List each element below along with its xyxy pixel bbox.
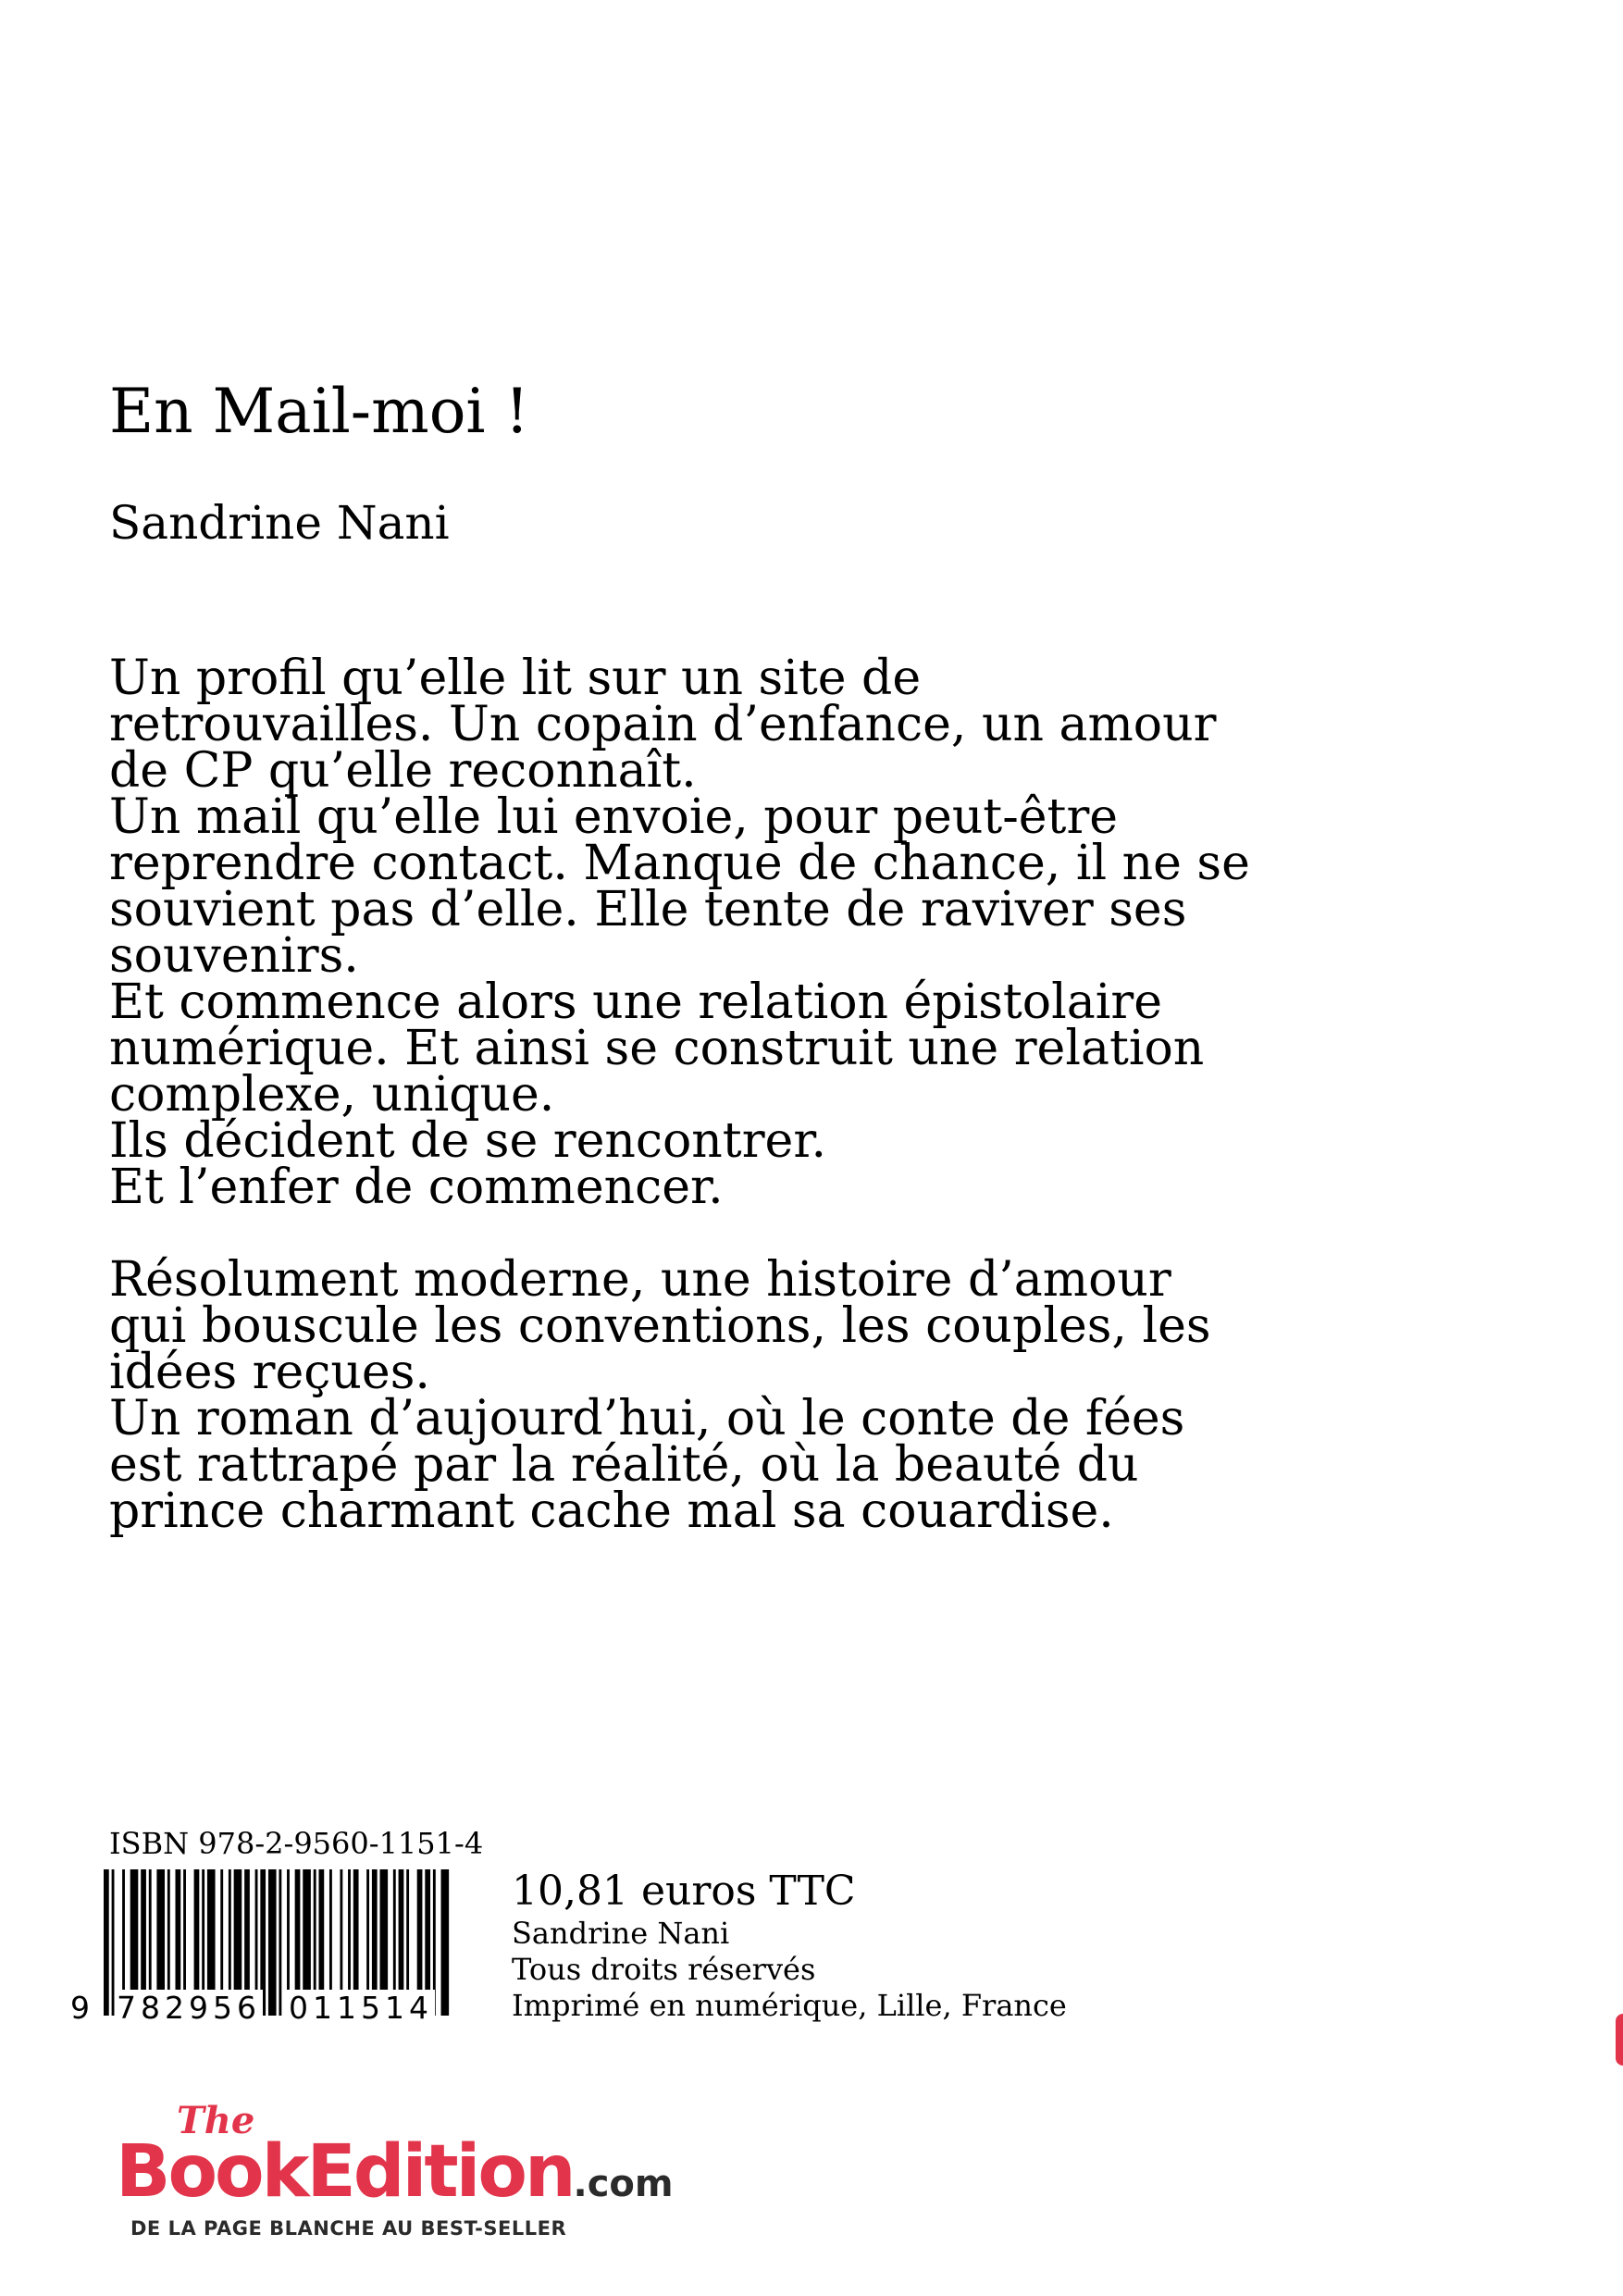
blurb-line: Et l’enfer de commencer.	[109, 1160, 724, 1215]
blurb-line: reprendre contact. Manque de chance, il ne se	[109, 836, 1250, 891]
logo-tagline: DE LA PAGE BLANCHE AU BEST-SELLER	[130, 2217, 567, 2240]
isbn-label: ISBN 978-2-9560-1151-4	[109, 1826, 484, 1861]
back-cover-blurb	[109, 651, 1423, 1539]
publisher-logo	[116, 2099, 674, 2249]
blurb-line: Un profil qu’elle lit sur un site de	[109, 651, 922, 706]
blurb-line: prince charmant cache mal sa couardise.	[109, 1483, 1114, 1539]
logo-wordmark	[116, 2130, 674, 2226]
blurb-line: est rattrapé par la réalité, où la beauté du	[109, 1437, 1139, 1493]
blurb-paragraph-2	[109, 1252, 1423, 1539]
blurb-line: de CP qu’elle reconnaît.	[109, 743, 697, 799]
imprint-printed: Imprimé en numérique, Lille, France	[512, 1988, 1067, 2023]
blurb-line: complexe, unique.	[109, 1067, 555, 1123]
blurb-line: Ils décident de se rencontrer.	[109, 1113, 826, 1169]
barcode-digits-right: 011514	[289, 1990, 433, 2026]
book-title: En Mail-moi !	[109, 376, 530, 447]
blurb-line: souvient pas d’elle. Elle tente de raviver ses	[109, 882, 1187, 937]
barcode-digits-left: 782956	[117, 1990, 261, 2026]
blurb-line: idées reçues.	[109, 1345, 430, 1400]
blurb-paragraph-1	[109, 651, 1423, 1215]
imprint-rights: Tous droits réservés	[512, 1952, 816, 1987]
book-author: Sandrine Nani	[109, 496, 450, 550]
blurb-line: Un mail qu’elle lui envoie, pour peut-être	[109, 789, 1119, 845]
blurb-line: retrouvailles. Un copain d’enfance, un amour	[109, 697, 1217, 752]
edge-mark-icon	[1616, 2014, 1623, 2066]
blurb-line: Et commence alors une relation épistolaire	[109, 974, 1163, 1030]
logo-the: The	[177, 2099, 255, 2142]
blurb-line: Résolument moderne, une histoire d’amour	[109, 1252, 1171, 1308]
logo-brand: BookEdition	[116, 2130, 574, 2214]
imprint-author: Sandrine Nani	[512, 1916, 730, 1951]
imprint-block	[512, 1868, 1067, 2024]
logo-domain: .com	[573, 2163, 674, 2205]
blurb-line: Un roman d’aujourd’hui, où le conte de fées	[109, 1391, 1185, 1446]
blurb-line: souvenirs.	[109, 928, 359, 984]
price: 10,81 euros TTC	[512, 1868, 856, 1915]
blurb-line: qui bouscule les conventions, les couples, les	[109, 1298, 1211, 1354]
blurb-line: numérique. Et ainsi se construit une relation	[109, 1021, 1205, 1076]
barcode-digit-first: 9	[70, 1990, 90, 2026]
